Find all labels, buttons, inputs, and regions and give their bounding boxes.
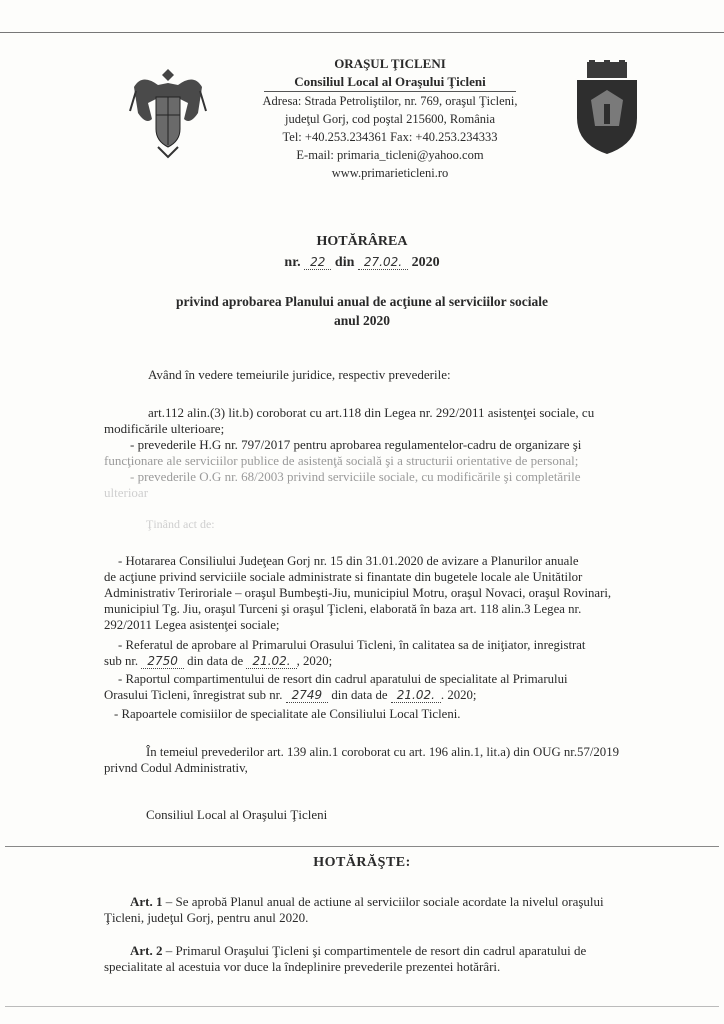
romania-coat-of-arms-icon: [128, 63, 208, 161]
council-line: Consiliul Local al Oraşului Ţicleni: [146, 807, 328, 822]
county-decision-cont-2: Administrativ Teriroriale – oraşul Bumbeşti-Jiu, municipiul Motru, oraşul Novaci, oraşul Rovinari,: [104, 586, 612, 600]
subject-line-1: privind aprobarea Planului anual de acţiune al serviciilor sociale: [175, 294, 549, 309]
decision-number-line: [0, 252, 724, 273]
mayor-report: - Referatul de aprobare al Primarului Orasului Ticleni, în calitatea sa de iniţiator, inregistrat: [118, 638, 586, 652]
department-report-registration: [104, 687, 476, 704]
address-line-1: Adresa: Strada Petroliştilor, nr. 769, oraşul Ţicleni,: [262, 94, 518, 108]
decision-title: [0, 232, 724, 273]
email-address: E-mail: primaria_ticleni@yahoo.com: [296, 148, 484, 162]
sub-nr-label: sub nr.: [104, 654, 139, 668]
header-top-rule: [0, 32, 724, 33]
department-report-number: 2749: [286, 688, 329, 703]
decision-subject: [0, 292, 724, 330]
decision-date: 27.02.: [358, 255, 408, 270]
county-decision-cont-4: 292/2011 Legea asistenţei sociale;: [104, 618, 280, 632]
mayor-report-number: 2750: [141, 654, 184, 669]
committee-reports: - Rapoartele comisiilor de specialitate ale Consiliului Local Ticleni.: [114, 707, 461, 721]
county-decision-cont-1: de acţiune privind serviciile sociale administrate si finantate din bugetele locale ale Unitătilor: [104, 570, 583, 584]
department-report-date: 21.02.: [391, 688, 441, 703]
legal-basis-3-cont: ulterioar: [104, 485, 149, 500]
date-label: din data de: [187, 654, 244, 668]
mayor-report-date: 21.02.: [246, 654, 296, 669]
county-decision-cont-3: municipiul Tg. Jiu, oraşul Turceni şi oraşul Ţicleni, elaborată în baza art. 118 alin.3 Legea nr.: [104, 602, 582, 616]
decision-year: 2020: [411, 255, 440, 270]
legal-grounds: În temeiul prevederilor art. 139 alin.1 coroborat cu art. 196 alin.1, lit.a) din OUG nr.57/2019: [146, 745, 620, 759]
din-label: din: [334, 255, 355, 270]
town-name: ORAŞUL ŢICLENI: [334, 56, 446, 71]
council-name: Consiliul Local al Oraşului Ţicleni: [264, 73, 515, 92]
year-suffix: , 2020;: [296, 654, 333, 668]
article-2-cont: specialitate al acestuia vor duce la îndeplinire prevederile prezentei hotărâri.: [104, 959, 501, 974]
having-regard-label: Ţinând act de:: [146, 517, 215, 531]
article-1-text: – Se aprobă Planul anual de actiune al serviciilor sociale acordate la nivelul oraşului: [162, 894, 604, 909]
decision-number: 22: [304, 255, 331, 270]
address-line-2: judeţul Gorj, cod poştal 215600, România: [284, 112, 496, 126]
registration-label: Orasului Ticleni, înregistrat sub nr.: [104, 688, 283, 702]
article-1-cont: Ţicleni, judeţul Gorj, pentru anul 2020.: [104, 910, 309, 925]
intro-paragraph: Având în vedere temeiurile juridice, respectiv prevederile:: [148, 367, 451, 382]
phone-fax: Tel: +40.253.234361 Fax: +40.253.234333: [282, 130, 498, 144]
section-divider: [5, 846, 719, 847]
article-2: [130, 942, 586, 959]
mayor-report-registration: [104, 653, 332, 670]
department-report: - Raportul compartimentului de resort din cadrul aparatului de specialitate al Primarului: [118, 672, 568, 686]
subject-line-2: anul 2020: [334, 313, 390, 328]
article-2-text: – Primarul Oraşului Ţicleni şi compartimentele de resort din cadrul aparatului de: [162, 943, 587, 958]
nr-label: nr.: [284, 255, 301, 270]
legal-basis-3: - prevederile O.G nr. 68/2003 privind serviciile sociale, cu modificările şi completările: [130, 469, 581, 484]
date-label: din data de: [331, 688, 388, 702]
ticleni-coat-of-arms-icon: [573, 60, 641, 156]
legal-basis-1-cont: modificările ulterioare;: [104, 421, 225, 436]
county-decision: - Hotararea Consiliului Judeţean Gorj nr. 15 din 31.01.2020 de avizare a Planurilor anuale: [118, 554, 579, 568]
article-2-label: Art. 2: [130, 943, 163, 958]
legal-grounds-cont: privnd Codul Administrativ,: [104, 761, 248, 775]
page-bottom-rule: [5, 1006, 719, 1007]
institution-header: [220, 55, 560, 182]
legal-basis-2: - prevederile H.G nr. 797/2017 pentru aprobarea regulamentelor-cadru de organizare şi: [130, 437, 582, 452]
article-1-label: Art. 1: [130, 894, 163, 909]
resolution-heading: HOTĂRĂŞTE:: [313, 855, 411, 870]
article-1: [130, 893, 604, 910]
legal-basis-2-cont: funcţionare ale serviciilor publice de asistenţă socială şi a structurii orientative de personal;: [104, 453, 579, 468]
year-suffix: . 2020;: [440, 688, 477, 702]
decision-heading: HOTĂRÂREA: [316, 234, 408, 249]
website: www.primarieticleni.ro: [331, 166, 449, 180]
legal-basis-1: art.112 alin.(3) lit.b) coroborat cu art.118 din Legea nr. 292/2011 asistenţei sociale, cu: [148, 405, 595, 420]
